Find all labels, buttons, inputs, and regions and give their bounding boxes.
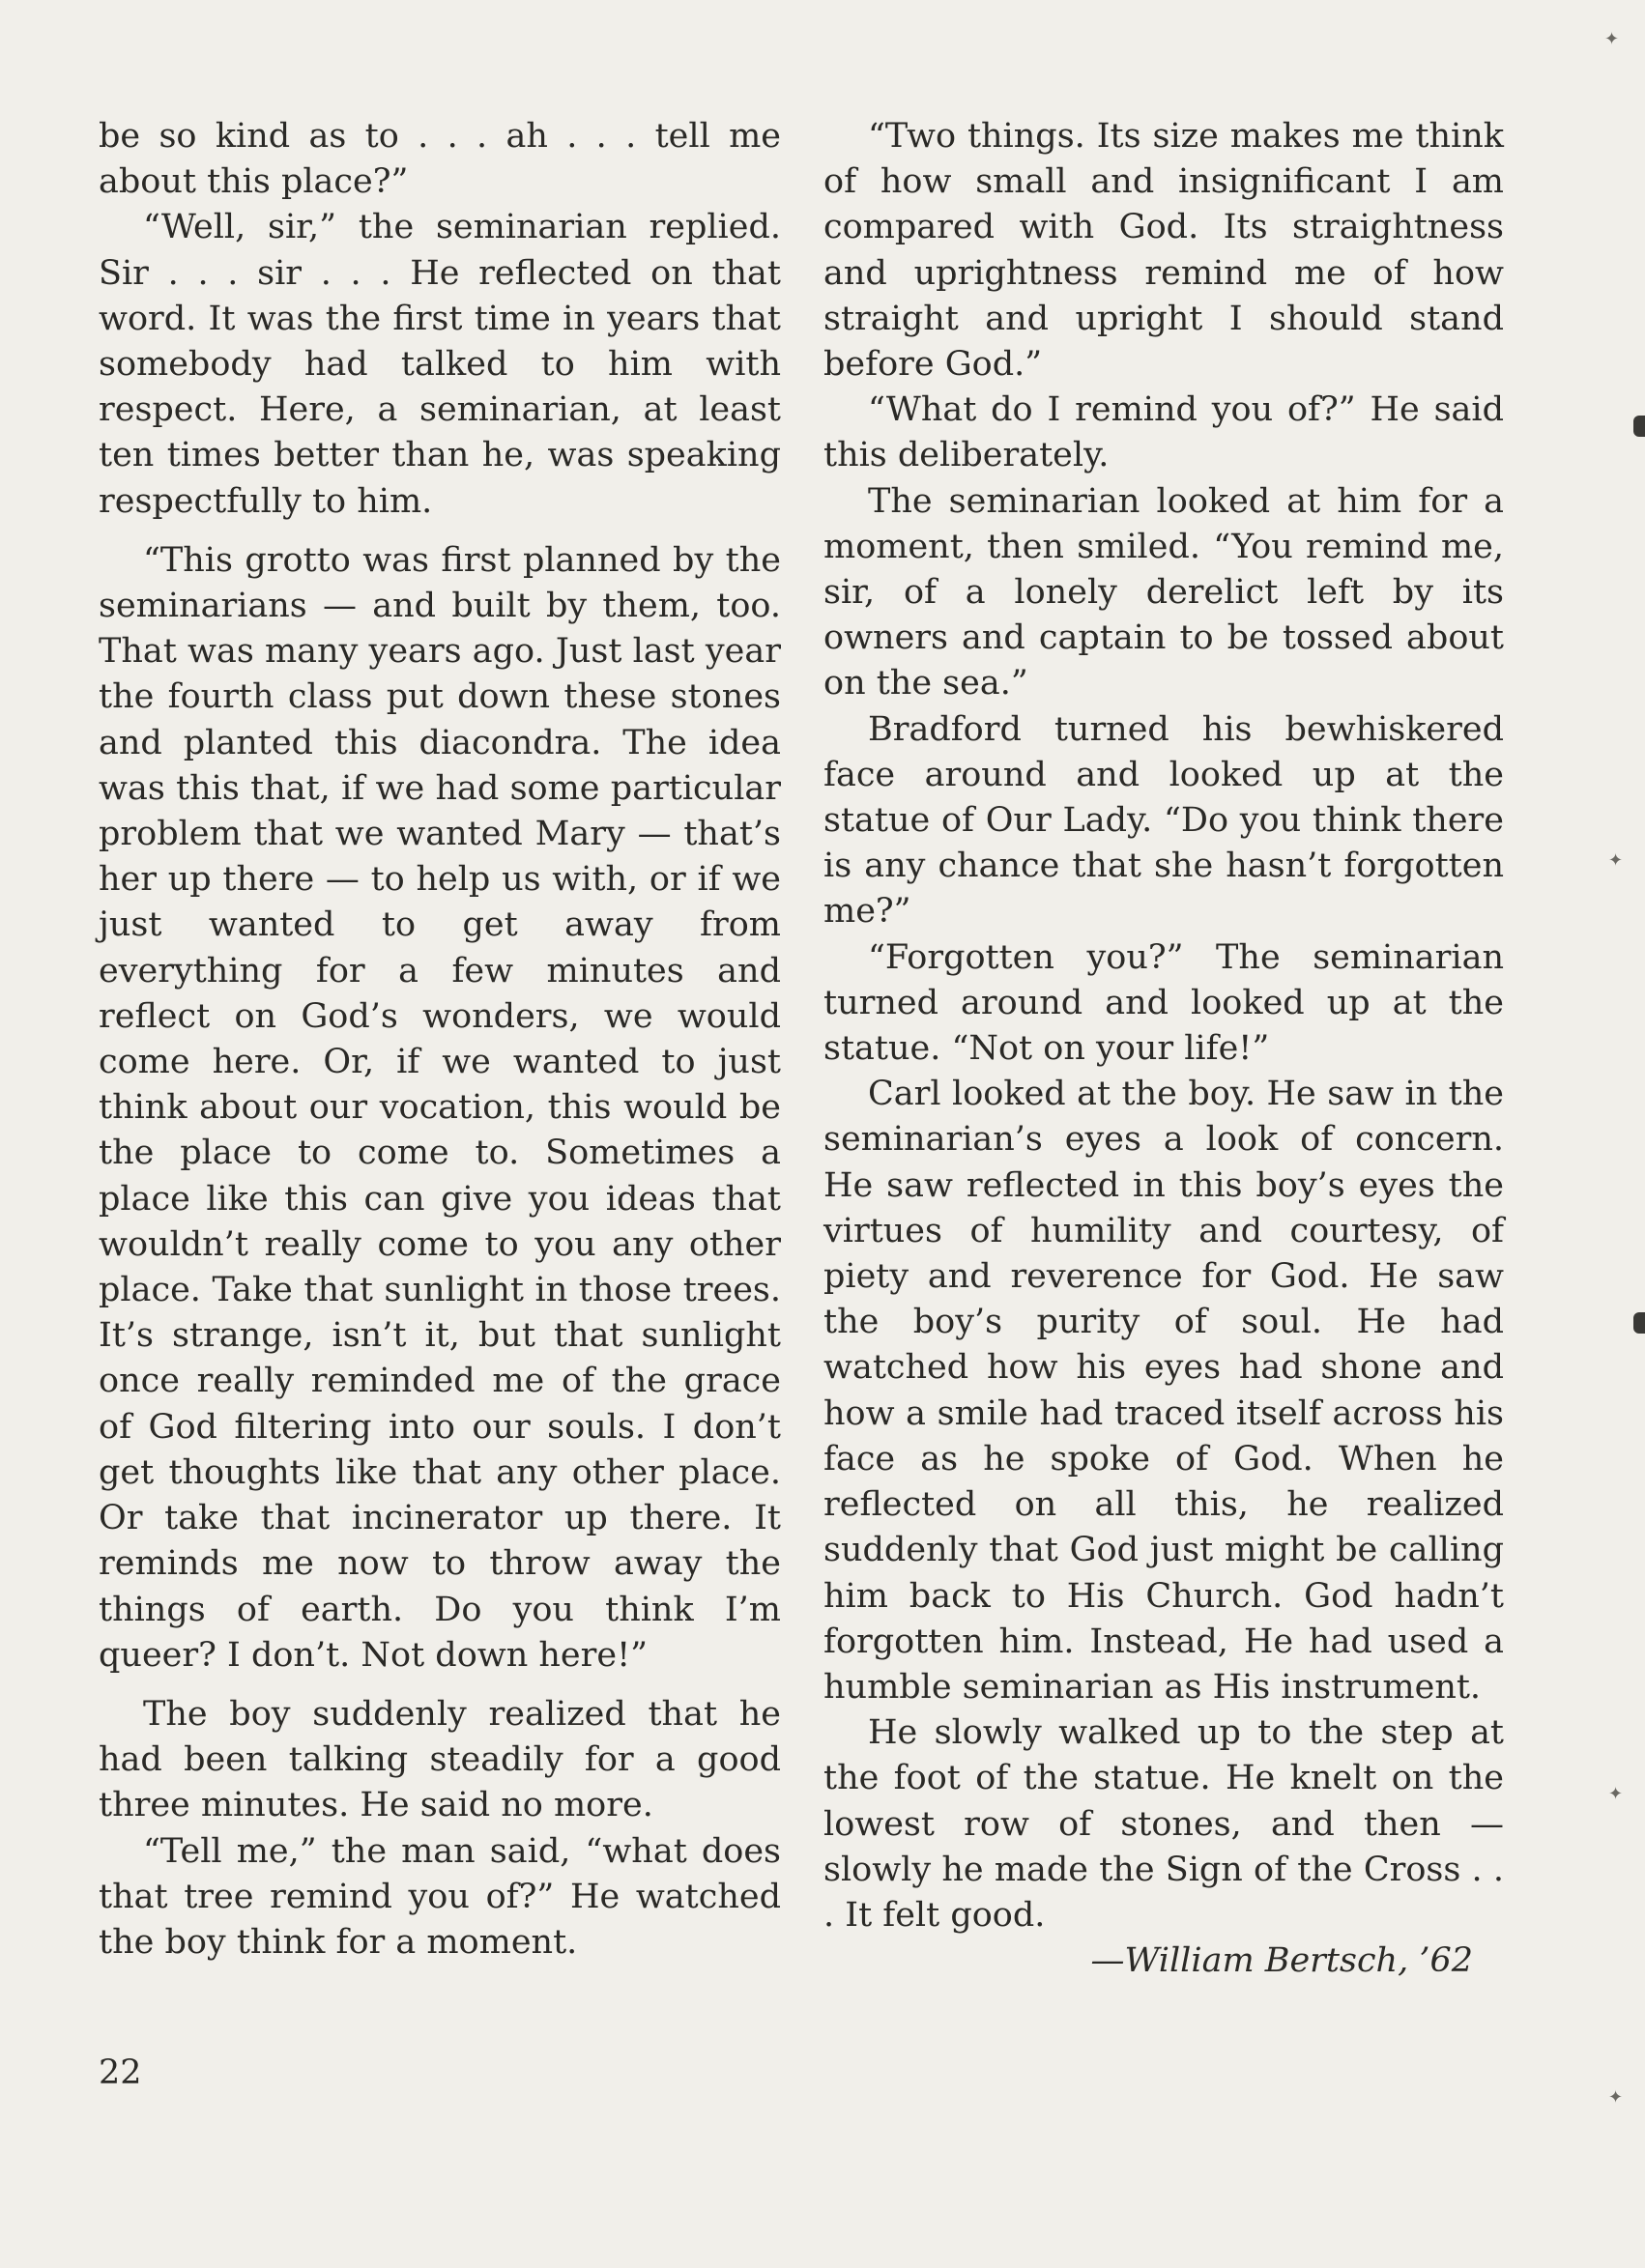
scan-tick-mark: ✦ (1608, 850, 1624, 871)
paragraph: Bradford turned his bewhiskered face around and looked up at the statue of Our Lady. “Do you think there is any chance that she hasn’t forgotten me?” (823, 709, 1504, 932)
paragraph: “What do I remind you of?” He said this deliberately. (823, 390, 1504, 475)
scan-tick-mark: ✦ (1604, 29, 1620, 49)
right-text-column (823, 114, 1504, 1984)
left-text-column (99, 114, 781, 1966)
paragraph: “Tell me,” the man said, “what does that tree remind you of?” He watched the boy think for a moment. (99, 1831, 781, 1962)
binding-mark (1633, 1312, 1645, 1334)
paragraph: The seminarian looked at him for a moment, then smiled. “You remind me, sir, of a lonely derelict left by its owners and captain to be tossed about on the sea.” (823, 481, 1504, 703)
paragraph: Carl looked at the boy. He saw in the seminarian’s eyes a look of concern. He saw reflected in this boy’s eyes the virtues of humility and courtesy, of piety and reverence for God. He saw the boy’s purity of soul. He had watched how his eyes had shone and how a smile had traced itself across his face as he spoke of God. When he reflected on all this, he realized suddenly that God just might be calling him back to His Church. God hadn’t forgotten him. Instead, He had used a humble seminarian as His instrument. (823, 1075, 1504, 1707)
page-number: 22 (99, 2053, 142, 2092)
paragraph: The boy suddenly realized that he had been talking steadily for a good three minutes. He said no more. (99, 1694, 781, 1825)
paragraph: “Well, sir,” the seminarian replied. Sir . . . sir . . . He reflected on that word. It was the first time in years that somebody had talked to him with respect. Here, a seminarian, at least ten times better than he, was speaking respectfully to him. (99, 208, 781, 521)
paragraph: “This grotto was first planned by the seminarians — and built by them, too. That was many years ago. Just last year the fourth class put down these stones and planted this diacondra. The idea was this that, if we had some particular problem that we wanted Mary — that’s her up there — to help us with, or if we just wanted to get away from everything for a few minutes and reflect on God’s wonders, we would come here. Or, if we wanted to just think about our vocation, this would be the place to come to. Sometimes a place like this can give you ideas that wouldn’t really come to you any other place. Take that sunlight in those trees. It’s strange, isn’t it, but that sunlight once really reminded me of the grace of God filtering into our souls. I don’t get thoughts like that any other place. Or take that incinerator up there. It reminds me now to throw away the things of earth. Do you think I’m queer? I don’t. Not down here!” (99, 540, 781, 1675)
paragraph: He slowly walked up to the step at the foot of the statue. He knelt on the lowest row of stones, and then — slowly he made the Sign of the Cross . . . It felt good. (823, 1713, 1504, 1935)
binding-mark (1633, 416, 1645, 437)
paragraph: be so kind as to . . . ah . . . tell me about this place?” (99, 117, 781, 202)
paragraph: “Forgotten you?” The seminarian turned around and looked up at the statue. “Not on your life!” (823, 937, 1504, 1069)
scan-tick-mark: ✦ (1608, 2087, 1624, 2108)
scan-tick-mark: ✦ (1608, 1784, 1624, 1804)
author-signature: —William Bertsch, ’62 (1090, 1941, 1473, 1981)
paragraph: “Two things. Its size makes me think of how small and insignificant I am compared with God. Its straightness and uprightness remind me of how straight and upright I should stand before God.” (823, 117, 1504, 385)
